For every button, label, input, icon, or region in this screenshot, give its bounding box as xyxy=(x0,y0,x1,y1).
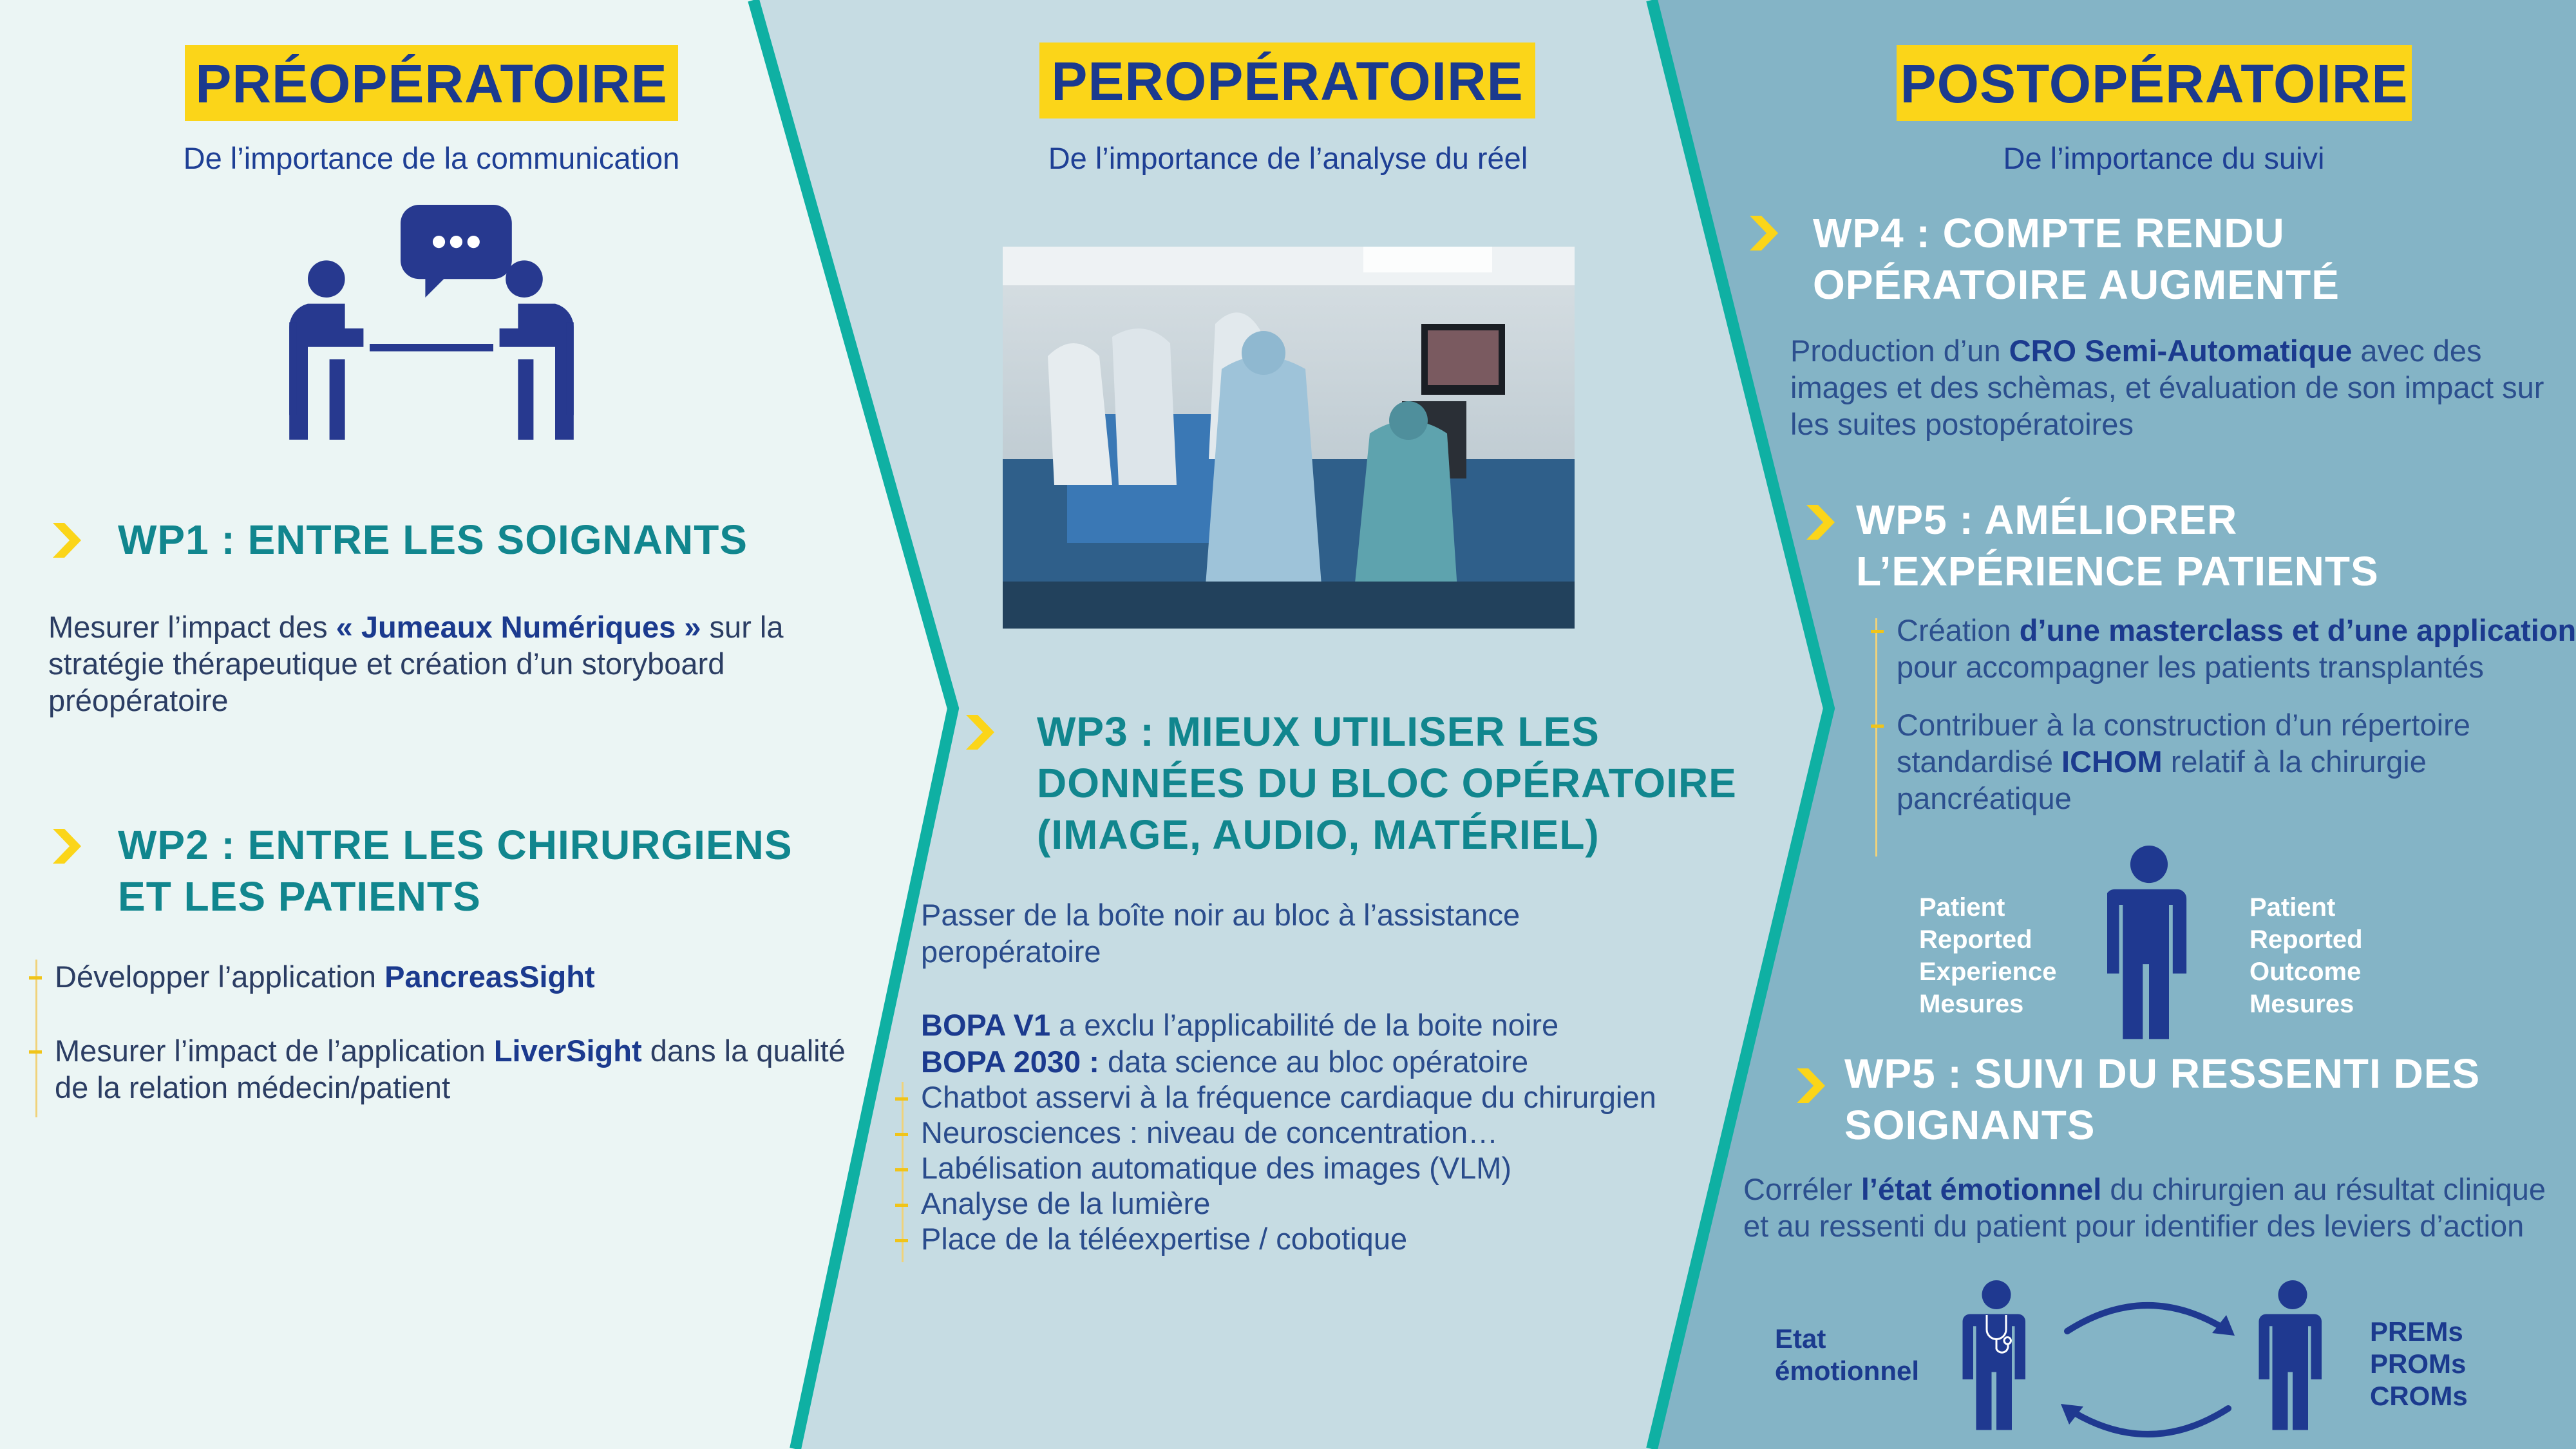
post-heading: POSTOPÉRATOIRE xyxy=(1897,45,2412,121)
wp5a-bullets xyxy=(1871,612,2576,817)
prem-label: Patient Reported Experience Mesures xyxy=(1919,893,2057,1018)
wp5a-bullet-1: Création d’une masterclass et d’une application pour accompagner les patients transplantés xyxy=(1897,612,2576,685)
post-subtitle: De l’importance du suivi xyxy=(2003,141,2325,175)
wp5a-title: WP5 : AMÉLIORER L’EXPÉRIENCE PATIENTS xyxy=(1856,497,2379,594)
wp3-intro: Passer de la boîte noir au bloc à l’assistance peropératoire xyxy=(921,898,1520,969)
wp5b-text: Corréler l’état émotionnel du chirurgien au résultat clinique et au ressenti du patient pour identifier des leviers d’action xyxy=(1743,1172,2546,1243)
wp2-bullets xyxy=(29,958,853,1106)
prom-label: Patient Reported Outcome Mesures xyxy=(2249,893,2363,1018)
patient-icon xyxy=(2107,846,2191,1045)
wp5a-bullet-2: Contribuer à la construction d’un répertoire standardisé ICHOM relatif à la chirurgie pancréatique xyxy=(1897,706,2576,817)
cycle-arrows-icon xyxy=(2058,1296,2238,1444)
pre-heading: PRÉOPÉRATOIRE xyxy=(185,45,678,121)
wp3-bullet-4: Analyse de la lumière xyxy=(921,1186,1758,1221)
wp4-chevron-icon xyxy=(1750,216,1778,251)
outcomes-label: PREMs PROMs CROMs xyxy=(2370,1316,2468,1411)
wp1-text: Mesurer l’impact des « Jumeaux Numériques » sur la stratégie thérapeutique et création d’un storyboard préopératoire xyxy=(48,610,784,717)
wp3-bullets xyxy=(895,1079,1758,1256)
per-heading: PEROPÉRATOIRE xyxy=(1039,43,1535,118)
wp3-bullet-2: Neurosciences : niveau de concentration… xyxy=(921,1115,1758,1150)
operating-room-photo xyxy=(1003,247,1575,629)
wp5b-chevron-icon xyxy=(1797,1068,1825,1103)
wp1-chevron-icon xyxy=(53,523,81,558)
conversation-icon xyxy=(277,196,586,460)
wp4-text: Production d’un CRO Semi-Automatique avec des images et des schèmas, et évaluation de son impact sur les suites postopératoires xyxy=(1790,334,2544,441)
wp3-title: WP3 : MIEUX UTILISER LES DONNÉES DU BLOC OPÉRATOIRE (IMAGE, AUDIO, MATÉRIEL) xyxy=(1037,708,1737,858)
pre-subtitle: De l’importance de la communication xyxy=(183,141,680,175)
emotional-state-label: Etat émotionnel xyxy=(1775,1323,1920,1386)
per-subtitle: De l’importance de l’analyse du réel xyxy=(1048,141,1528,175)
doctor-icon xyxy=(1961,1280,2032,1435)
wp5b-title: WP5 : SUIVI DU RESSENTI DES SOIGNANTS xyxy=(1844,1050,2481,1148)
wp3-bopa: BOPA V1 a exclu l’applicabilité de la boite noire BOPA 2030 : data science au bloc opératoire xyxy=(921,1008,1559,1079)
wp2-title: WP2 : ENTRE LES CHIRURGIENS ET LES PATIENTS xyxy=(118,822,793,920)
patient-small-icon xyxy=(2257,1280,2328,1435)
wp3-chevron-icon xyxy=(966,715,994,750)
wp4-title: WP4 : COMPTE RENDU OPÉRATOIRE AUGMENTÉ xyxy=(1813,210,2340,308)
wp3-bullet-5: Place de la téléexpertise / cobotique xyxy=(921,1221,1758,1256)
wp3-bullet-3: Labélisation automatique des images (VLM) xyxy=(921,1150,1758,1186)
wp5a-chevron-icon xyxy=(1806,505,1835,540)
wp3-bullet-1: Chatbot asservi à la fréquence cardiaque du chirurgien xyxy=(921,1079,1758,1115)
wp1-title: WP1 : ENTRE LES SOIGNANTS xyxy=(118,516,748,563)
wp2-chevron-icon xyxy=(53,829,81,864)
wp2-bullet-1: Développer l’application PancreasSight xyxy=(55,958,853,995)
wp2-bullet-2: Mesurer l’impact de l’application LiverSight dans la qualité de la relation médecin/patient xyxy=(55,1032,853,1106)
